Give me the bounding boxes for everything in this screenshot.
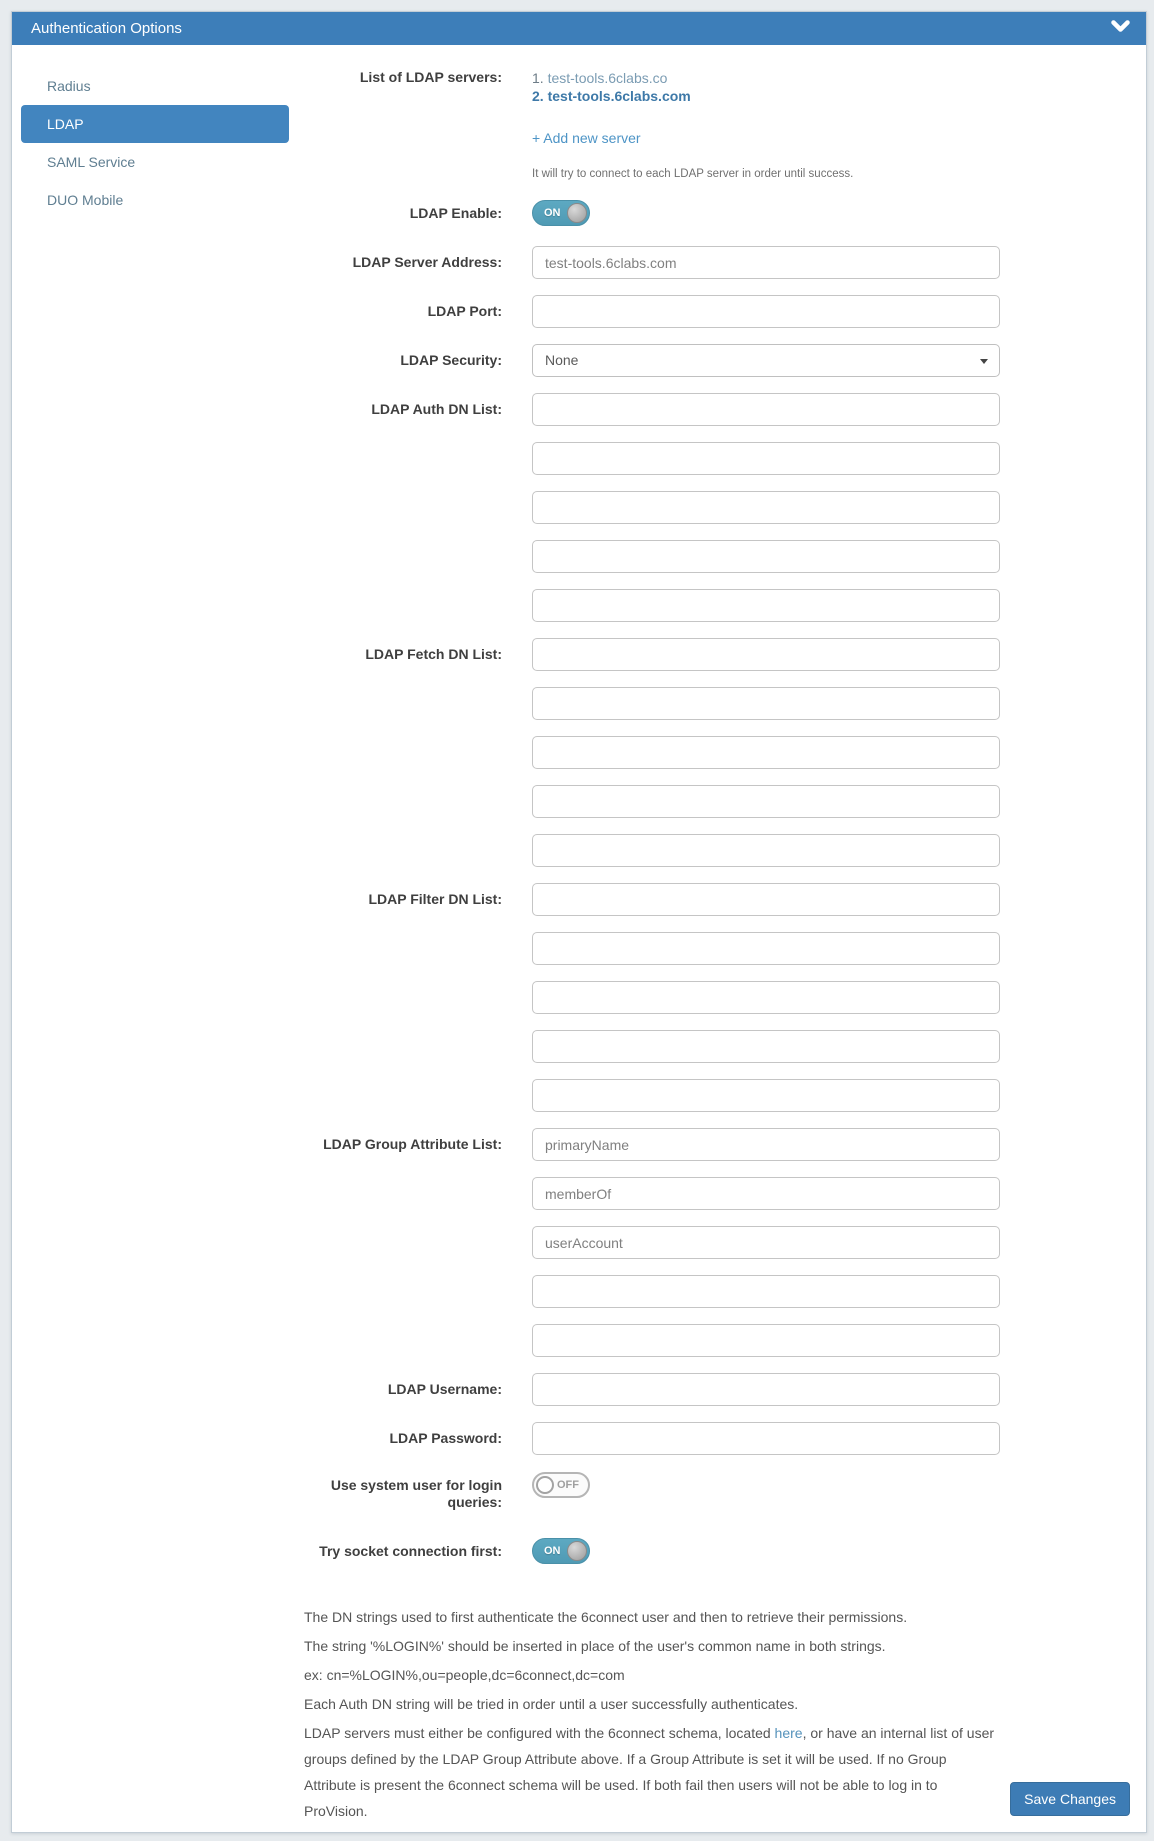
ldap-server-item — [532, 69, 1000, 87]
ldap-group-attribute-input-5[interactable] — [532, 1324, 1000, 1357]
panel-title: Authentication Options — [31, 20, 182, 37]
toggle-state-text: ON — [544, 207, 561, 219]
ldap-security-selected-value: None — [545, 352, 579, 368]
save-changes-button[interactable]: Save Changes — [1010, 1782, 1130, 1816]
ldap-group-attribute-input-1[interactable] — [532, 1128, 1000, 1161]
ldap-filter-dn-input-4[interactable] — [532, 1030, 1000, 1063]
ldap-help-text — [304, 1604, 994, 1824]
ldap-group-attribute-input-3[interactable] — [532, 1226, 1000, 1259]
server-order-note: It will try to connect to each LDAP server in order until success. — [532, 168, 854, 180]
ldap-auth-dn-input-5[interactable] — [532, 589, 1000, 622]
help-paragraph: Each Auth DN string will be tried in order until a user successfully authenticates. — [304, 1696, 799, 1712]
ldap-enable-label: LDAP Enable: — [409, 205, 502, 221]
use-system-user-toggle[interactable] — [532, 1472, 590, 1498]
server-number: 2. — [532, 88, 544, 104]
sidebar-item-radius[interactable]: Radius — [47, 78, 91, 94]
ldap-fetch-dn-list-label: LDAP Fetch DN List: — [365, 646, 502, 662]
ldap-group-attribute-input-4[interactable] — [532, 1275, 1000, 1308]
ldap-port-label: LDAP Port: — [427, 303, 502, 319]
auth-options-sidebar — [21, 67, 289, 219]
ldap-fetch-dn-input-2[interactable] — [532, 687, 1000, 720]
ldap-username-label: LDAP Username: — [387, 1381, 502, 1397]
chevron-down-icon — [1111, 20, 1130, 38]
ldap-filter-dn-input-3[interactable] — [532, 981, 1000, 1014]
ldap-auth-dn-input-3[interactable] — [532, 491, 1000, 524]
ldap-security-label: LDAP Security: — [400, 352, 502, 368]
ldap-password-input[interactable] — [532, 1422, 1000, 1455]
ldap-password-label: LDAP Password: — [389, 1430, 502, 1446]
toggle-state-text: OFF — [557, 1479, 579, 1491]
ldap-server-address-input[interactable] — [532, 246, 1000, 279]
ldap-server-item — [532, 87, 1000, 105]
help-paragraph: The string '%LOGIN%' should be inserted in place of the user's common name in both strings. — [304, 1638, 886, 1654]
ldap-username-input[interactable] — [532, 1373, 1000, 1406]
help-paragraph: ex: cn=%LOGIN%,ou=people,dc=6connect,dc=com — [304, 1667, 625, 1683]
help-paragraph — [304, 1720, 994, 1824]
try-socket-first-label: Try socket connection first: — [319, 1543, 502, 1559]
ldap-group-attribute-list-label: LDAP Group Attribute List: — [323, 1136, 502, 1152]
caret-down-icon — [980, 359, 988, 364]
ldap-auth-dn-input-4[interactable] — [532, 540, 1000, 573]
server-link-1[interactable]: test-tools.6clabs.co — [547, 70, 668, 86]
toggle-knob — [536, 1476, 554, 1494]
toggle-knob — [567, 1541, 587, 1561]
ldap-filter-dn-list-label: LDAP Filter DN List: — [368, 891, 502, 907]
ldap-enable-toggle[interactable] — [532, 200, 590, 226]
ldap-security-select[interactable] — [532, 344, 1000, 377]
use-system-user-label: Use system user for login queries: — [330, 1477, 502, 1510]
ldap-server-list-label: List of LDAP servers: — [359, 69, 502, 85]
ldap-filter-dn-input-2[interactable] — [532, 932, 1000, 965]
server-number: 1. — [532, 70, 544, 86]
ldap-filter-dn-input-5[interactable] — [532, 1079, 1000, 1112]
help-text-segment: , or have an internal list of user groups defined by the LDAP Group Attribute above. If a Group Attribute is set it will be used. If no Group Attribute is present the 6connect schema will be used. If both fail then users will not be able to log in to ProVision. — [304, 1725, 995, 1819]
ldap-auth-dn-input-1[interactable] — [532, 393, 1000, 426]
ldap-fetch-dn-input-3[interactable] — [532, 736, 1000, 769]
ldap-filter-dn-input-1[interactable] — [532, 883, 1000, 916]
panel-collapse-button[interactable] — [1111, 20, 1130, 38]
sidebar-item-duo-mobile[interactable]: DUO Mobile — [47, 192, 124, 208]
ldap-auth-dn-input-2[interactable] — [532, 442, 1000, 475]
authentication-options-panel — [11, 11, 1147, 1833]
sidebar-item-ldap[interactable]: LDAP — [21, 105, 289, 143]
ldap-fetch-dn-input-1[interactable] — [532, 638, 1000, 671]
toggle-knob — [567, 203, 587, 223]
schema-here-link[interactable]: here — [774, 1725, 803, 1741]
add-new-server-link[interactable]: + Add new server — [532, 130, 641, 146]
sidebar-item-saml-service[interactable]: SAML Service — [47, 154, 136, 170]
ldap-settings-form — [312, 45, 1146, 1564]
panel-header — [12, 12, 1146, 45]
ldap-group-attribute-input-2[interactable] — [532, 1177, 1000, 1210]
ldap-fetch-dn-input-4[interactable] — [532, 785, 1000, 818]
ldap-auth-dn-list-label: LDAP Auth DN List: — [371, 401, 502, 417]
server-link-2[interactable]: test-tools.6clabs.com — [547, 88, 691, 104]
toggle-state-text: ON — [544, 1545, 561, 1557]
ldap-port-input[interactable] — [532, 295, 1000, 328]
try-socket-first-toggle[interactable] — [532, 1538, 590, 1564]
help-text-segment: LDAP servers must either be configured with the 6connect schema, located — [304, 1725, 775, 1741]
ldap-server-address-label: LDAP Server Address: — [352, 254, 502, 270]
ldap-fetch-dn-input-5[interactable] — [532, 834, 1000, 867]
help-paragraph: The DN strings used to first authenticate the 6connect user and then to retrieve their permissions. — [304, 1609, 908, 1625]
